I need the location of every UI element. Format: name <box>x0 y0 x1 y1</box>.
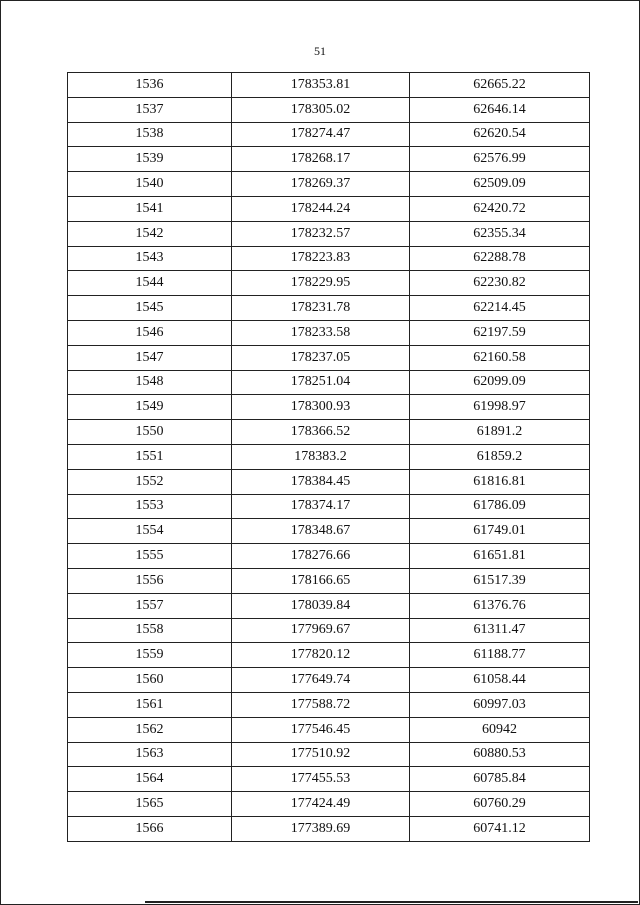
table-row <box>68 246 590 271</box>
y-coordinate-cell: 62230.82 <box>410 271 590 296</box>
point-number-cell: 1559 <box>68 643 232 668</box>
table-row <box>68 420 590 445</box>
table-row <box>68 73 590 98</box>
table-row <box>68 519 590 544</box>
x-coordinate-cell: 177455.53 <box>232 767 410 792</box>
y-coordinate-cell: 61376.76 <box>410 593 590 618</box>
x-coordinate-cell: 178374.17 <box>232 494 410 519</box>
x-coordinate-cell: 178384.45 <box>232 469 410 494</box>
table-row <box>68 444 590 469</box>
x-coordinate-cell: 178305.02 <box>232 97 410 122</box>
point-number-cell: 1564 <box>68 767 232 792</box>
y-coordinate-cell: 61749.01 <box>410 519 590 544</box>
coordinate-table-body <box>68 73 590 842</box>
page-number: 51 <box>314 44 326 58</box>
y-coordinate-cell: 61891.2 <box>410 420 590 445</box>
bottom-rule <box>145 901 638 903</box>
y-coordinate-cell: 62420.72 <box>410 196 590 221</box>
y-coordinate-cell: 62509.09 <box>410 172 590 197</box>
table-row <box>68 172 590 197</box>
point-number-cell: 1549 <box>68 395 232 420</box>
y-coordinate-cell: 60760.29 <box>410 792 590 817</box>
point-number-cell: 1547 <box>68 345 232 370</box>
point-number-cell: 1566 <box>68 816 232 841</box>
x-coordinate-cell: 178274.47 <box>232 122 410 147</box>
y-coordinate-cell: 60741.12 <box>410 816 590 841</box>
point-number-cell: 1552 <box>68 469 232 494</box>
y-coordinate-cell: 60785.84 <box>410 767 590 792</box>
point-number-cell: 1563 <box>68 742 232 767</box>
point-number-cell: 1538 <box>68 122 232 147</box>
table-row <box>68 494 590 519</box>
point-number-cell: 1539 <box>68 147 232 172</box>
table-row <box>68 97 590 122</box>
table-row <box>68 692 590 717</box>
point-number-cell: 1555 <box>68 544 232 569</box>
table-row <box>68 717 590 742</box>
y-coordinate-cell: 61311.47 <box>410 618 590 643</box>
point-number-cell: 1546 <box>68 320 232 345</box>
point-number-cell: 1553 <box>68 494 232 519</box>
point-number-cell: 1558 <box>68 618 232 643</box>
point-number-cell: 1557 <box>68 593 232 618</box>
x-coordinate-cell: 178366.52 <box>232 420 410 445</box>
table-row <box>68 643 590 668</box>
y-coordinate-cell: 62355.34 <box>410 221 590 246</box>
x-coordinate-cell: 178223.83 <box>232 246 410 271</box>
coordinate-table <box>67 72 590 842</box>
x-coordinate-cell: 178229.95 <box>232 271 410 296</box>
table-row <box>68 816 590 841</box>
table-row <box>68 544 590 569</box>
x-coordinate-cell: 178231.78 <box>232 296 410 321</box>
y-coordinate-cell: 62214.45 <box>410 296 590 321</box>
point-number-cell: 1548 <box>68 370 232 395</box>
y-coordinate-cell: 62099.09 <box>410 370 590 395</box>
point-number-cell: 1556 <box>68 568 232 593</box>
x-coordinate-cell: 177820.12 <box>232 643 410 668</box>
y-coordinate-cell: 61859.2 <box>410 444 590 469</box>
y-coordinate-cell: 61058.44 <box>410 668 590 693</box>
point-number-cell: 1545 <box>68 296 232 321</box>
table-row <box>68 345 590 370</box>
table-row <box>68 593 590 618</box>
y-coordinate-cell: 62160.58 <box>410 345 590 370</box>
y-coordinate-cell: 62665.22 <box>410 73 590 98</box>
table-row <box>68 370 590 395</box>
y-coordinate-cell: 60997.03 <box>410 692 590 717</box>
y-coordinate-cell: 60880.53 <box>410 742 590 767</box>
table-row <box>68 221 590 246</box>
x-coordinate-cell: 178276.66 <box>232 544 410 569</box>
table-row <box>68 618 590 643</box>
table-row <box>68 767 590 792</box>
x-coordinate-cell: 178300.93 <box>232 395 410 420</box>
point-number-cell: 1550 <box>68 420 232 445</box>
point-number-cell: 1560 <box>68 668 232 693</box>
y-coordinate-cell: 61651.81 <box>410 544 590 569</box>
table-row <box>68 271 590 296</box>
point-number-cell: 1544 <box>68 271 232 296</box>
x-coordinate-cell: 178383.2 <box>232 444 410 469</box>
y-coordinate-cell: 62620.54 <box>410 122 590 147</box>
x-coordinate-cell: 178166.65 <box>232 568 410 593</box>
table-row <box>68 792 590 817</box>
point-number-cell: 1537 <box>68 97 232 122</box>
x-coordinate-cell: 177389.69 <box>232 816 410 841</box>
table-row <box>68 668 590 693</box>
x-coordinate-cell: 178268.17 <box>232 147 410 172</box>
table-row <box>68 296 590 321</box>
point-number-cell: 1543 <box>68 246 232 271</box>
y-coordinate-cell: 62646.14 <box>410 97 590 122</box>
x-coordinate-cell: 178348.67 <box>232 519 410 544</box>
x-coordinate-cell: 178232.57 <box>232 221 410 246</box>
y-coordinate-cell: 61188.77 <box>410 643 590 668</box>
point-number-cell: 1536 <box>68 73 232 98</box>
table-row <box>68 320 590 345</box>
x-coordinate-cell: 178237.05 <box>232 345 410 370</box>
y-coordinate-cell: 61786.09 <box>410 494 590 519</box>
x-coordinate-cell: 177510.92 <box>232 742 410 767</box>
point-number-cell: 1540 <box>68 172 232 197</box>
y-coordinate-cell: 61517.39 <box>410 568 590 593</box>
x-coordinate-cell: 177424.49 <box>232 792 410 817</box>
table-row <box>68 469 590 494</box>
table-row <box>68 395 590 420</box>
table-row <box>68 147 590 172</box>
y-coordinate-cell: 62288.78 <box>410 246 590 271</box>
y-coordinate-cell: 62197.59 <box>410 320 590 345</box>
table-row <box>68 196 590 221</box>
x-coordinate-cell: 178244.24 <box>232 196 410 221</box>
x-coordinate-cell: 178251.04 <box>232 370 410 395</box>
y-coordinate-cell: 62576.99 <box>410 147 590 172</box>
x-coordinate-cell: 177649.74 <box>232 668 410 693</box>
point-number-cell: 1561 <box>68 692 232 717</box>
x-coordinate-cell: 177588.72 <box>232 692 410 717</box>
point-number-cell: 1551 <box>68 444 232 469</box>
y-coordinate-cell: 61816.81 <box>410 469 590 494</box>
point-number-cell: 1554 <box>68 519 232 544</box>
point-number-cell: 1562 <box>68 717 232 742</box>
x-coordinate-cell: 177969.67 <box>232 618 410 643</box>
y-coordinate-cell: 60942 <box>410 717 590 742</box>
x-coordinate-cell: 178353.81 <box>232 73 410 98</box>
table-row <box>68 742 590 767</box>
x-coordinate-cell: 178269.37 <box>232 172 410 197</box>
point-number-cell: 1565 <box>68 792 232 817</box>
table-row <box>68 568 590 593</box>
x-coordinate-cell: 177546.45 <box>232 717 410 742</box>
point-number-cell: 1542 <box>68 221 232 246</box>
point-number-cell: 1541 <box>68 196 232 221</box>
x-coordinate-cell: 178233.58 <box>232 320 410 345</box>
table-row <box>68 122 590 147</box>
x-coordinate-cell: 178039.84 <box>232 593 410 618</box>
y-coordinate-cell: 61998.97 <box>410 395 590 420</box>
